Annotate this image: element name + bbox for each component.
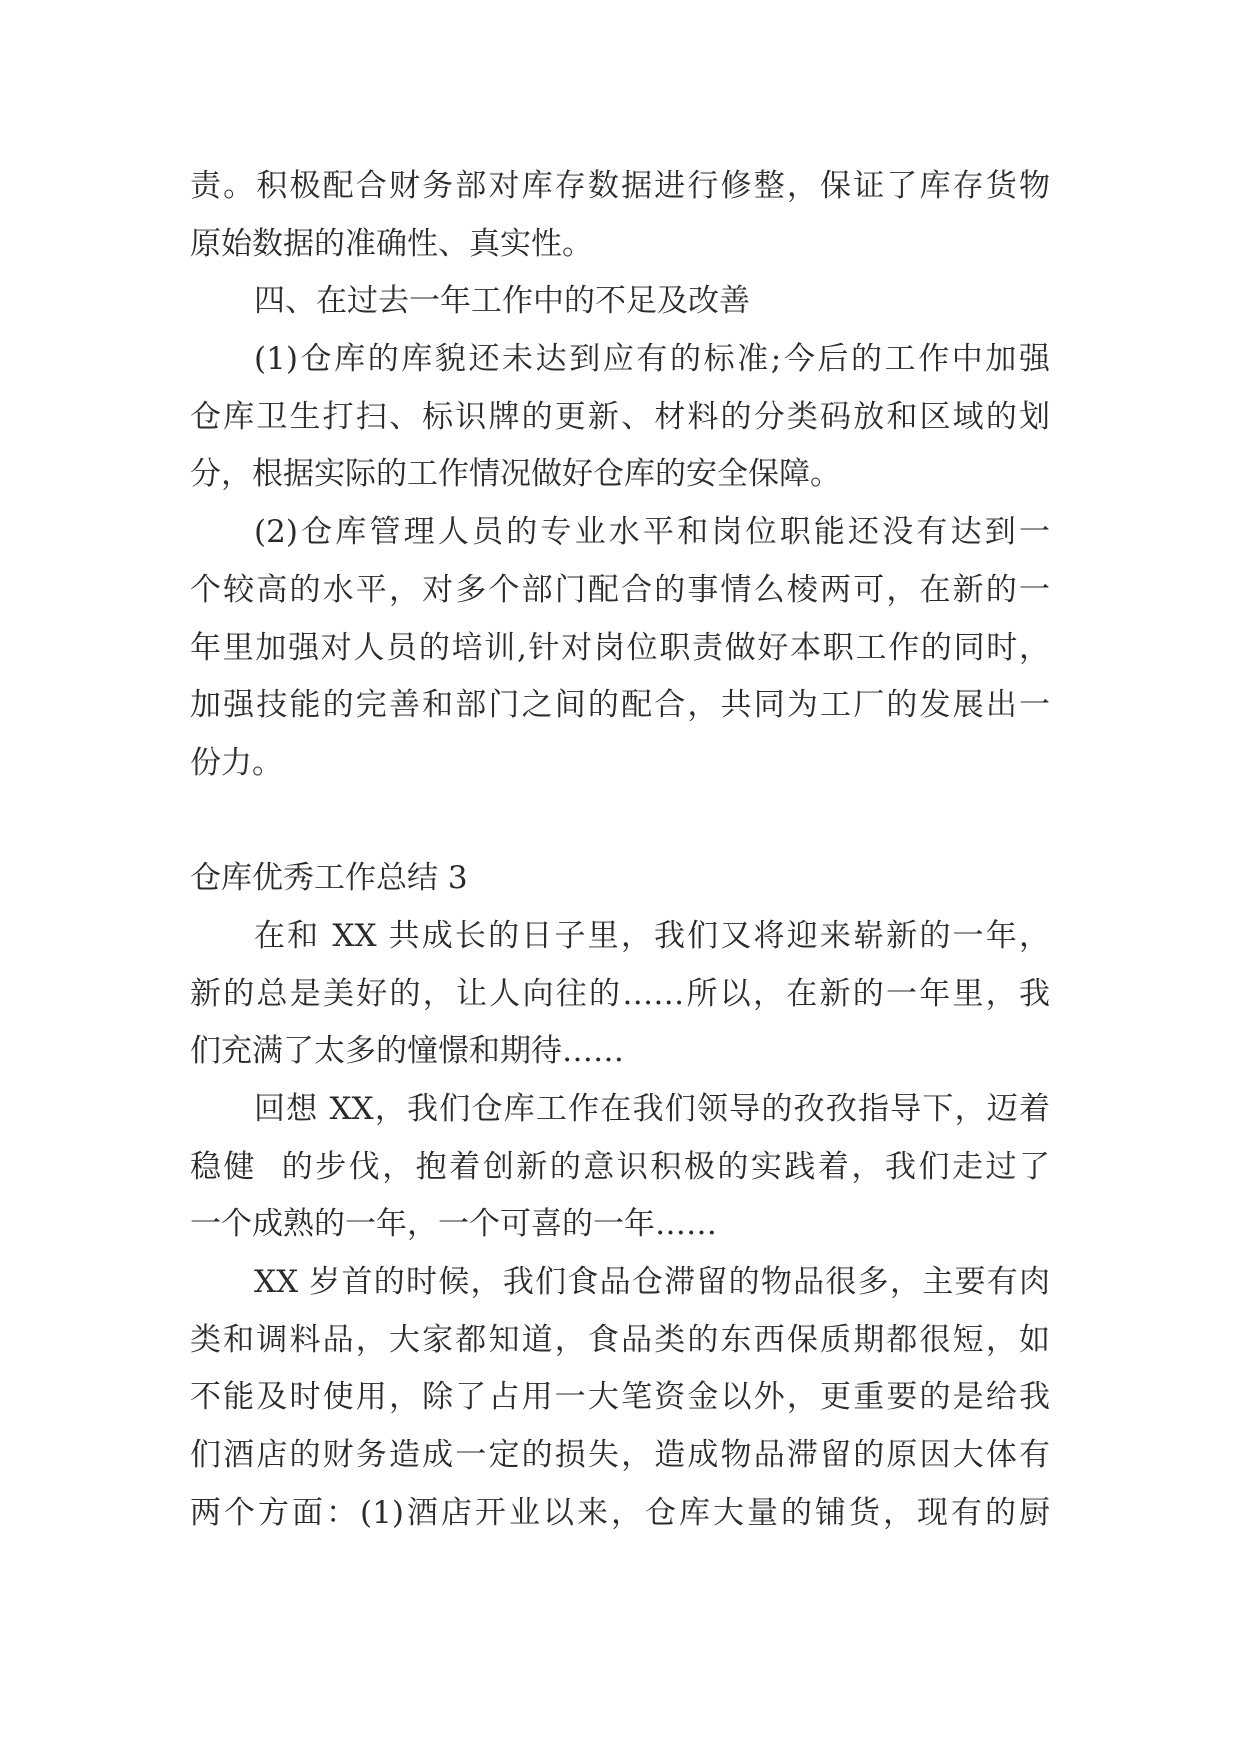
text-line: 两个方面：(1)酒店开业以来，仓库大量的铺货，现有的厨 — [190, 1494, 1050, 1531]
text-line: 类和调料品，大家都知道，食品类的东西保质期都很短，如 — [190, 1321, 1050, 1358]
text-line: 回想 XX，我们仓库工作在我们领导的孜孜指导下，迈着 — [254, 1091, 1050, 1127]
paragraph-food-storage — [190, 1254, 1050, 1542]
blank-line — [190, 793, 1050, 851]
text-line: 个较高的水平，对多个部门配合的事情么棱两可，在新的一 — [190, 571, 1050, 608]
paragraph-intro — [190, 158, 1050, 273]
text-line: 一个成熟的一年，一个可喜的一年…… — [190, 1206, 717, 1243]
text-line: 责。积极配合财务部对库存数据进行修整，保证了库存货物 — [190, 168, 1050, 204]
text-line: 在和 XX 共成长的日子里，我们又将迎来崭新的一年， — [254, 917, 1050, 954]
text-line: 不能及时使用，除了占用一大笔资金以外，更重要的是给我 — [190, 1379, 1050, 1416]
document-body — [190, 158, 1050, 1543]
text-line: (2)仓库管理人员的专业水平和岗位职能还没有达到一 — [254, 514, 1050, 551]
section-title: 仓库优秀工作总结 3 — [190, 860, 468, 897]
text-line: 新的总是美好的，让人向往的……所以，在新的一年里，我 — [190, 975, 1050, 1012]
heading-shortcomings — [190, 273, 1050, 331]
text-line: 分，根据实际的工作情况做好仓库的安全保障。 — [190, 456, 841, 493]
section-title-block — [190, 850, 1050, 908]
text-line: 稳健 的步伐，抱着创新的意识积极的实践着，我们走过了 — [190, 1148, 1050, 1185]
section-heading: 四、在过去一年工作中的不足及改善 — [254, 283, 750, 320]
text-line: 仓库卫生打扫、标识牌的更新、材料的分类码放和区域的划 — [190, 398, 1050, 435]
paragraph-item-two — [190, 504, 1050, 792]
text-line: 们酒店的财务造成一定的损失，造成物品滞留的原因大体有 — [190, 1437, 1050, 1474]
paragraph-review — [190, 1081, 1050, 1254]
text-line: 份力。 — [190, 744, 283, 781]
text-line: 年里加强对人员的培训,针对岗位职责做好本职工作的同时， — [190, 629, 1050, 666]
paragraph-new-year — [190, 908, 1050, 1081]
text-line: (1)仓库的库貌还未达到应有的标准;今后的工作中加强 — [254, 341, 1050, 378]
text-line: 原始数据的准确性、真实性。 — [190, 225, 593, 262]
text-line: 加强技能的完善和部门之间的配合，共同为工厂的发展出一 — [190, 687, 1050, 724]
paragraph-item-one — [190, 331, 1050, 504]
text-line: XX 岁首的时候，我们食品仓滞留的物品很多，主要有肉 — [254, 1264, 1050, 1301]
text-line: 们充满了太多的憧憬和期待…… — [190, 1033, 624, 1070]
